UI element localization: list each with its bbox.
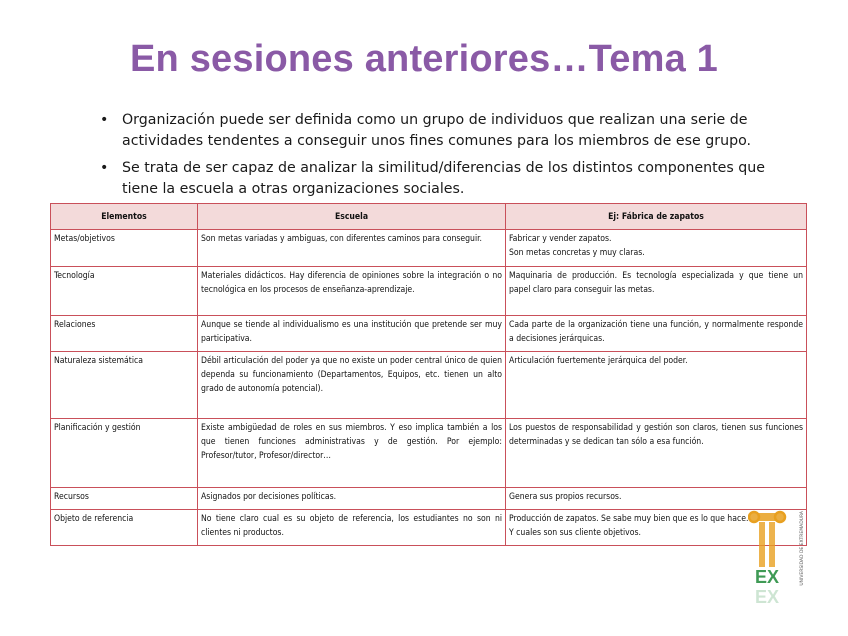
svg-text:EX: EX	[754, 587, 780, 607]
cell-fabrica-line: Son metas concretas y muy claras.	[509, 248, 645, 258]
cell-fabrica-line: Fabricar y vender zapatos.	[509, 234, 612, 244]
table-header-row	[51, 204, 807, 230]
table-row	[51, 316, 807, 352]
university-logo	[748, 507, 812, 612]
bullet-item	[100, 110, 800, 152]
cell-fabrica: Los puestos de responsabilidad y gestión son claros, tienen sus funciones determinadas y se dedican tan sólo a esa función.	[506, 419, 807, 488]
cell-escuela: Asignados por decisiones políticas.	[198, 488, 506, 510]
cell-elemento: Metas/objetivos	[51, 230, 198, 267]
cell-elemento: Objeto de referencia	[51, 510, 198, 546]
slide-title: En sesiones anteriores…Tema 1	[129, 38, 718, 80]
table-row	[51, 267, 807, 316]
cell-escuela: Materiales didácticos. Hay diferencia de opiniones sobre la integración o no tecnológica en los procesos de enseñanza-aprendizaje.	[198, 267, 506, 316]
cell-elemento: Recursos	[51, 488, 198, 510]
bullet-item	[100, 158, 800, 200]
header-elementos: Elementos	[51, 204, 198, 230]
cell-fabrica-line: Y cuales son sus cliente objetivos.	[509, 528, 641, 538]
cell-escuela: Existe ambigüedad de roles en sus miembros. Y eso implica también a los que tienen funciones administrativas y de gestión. Por ejemplo: Profesor/tutor, Profesor/director…	[198, 419, 506, 488]
cell-fabrica-line: Producción de zapatos. Se sabe muy bien que es lo que hace.	[509, 514, 749, 524]
table-row	[51, 419, 807, 488]
bullet-dot-icon: •	[100, 112, 109, 128]
cell-escuela: Son metas variadas y ambiguas, con diferentes caminos para conseguir.	[198, 230, 506, 267]
cell-escuela: No tiene claro cual es su objeto de referencia, los estudiantes no son ni clientes ni productos.	[198, 510, 506, 546]
table-row	[51, 488, 807, 510]
cell-escuela: Aunque se tiende al individualismo es una institución que pretende ser muy participativa.	[198, 316, 506, 352]
uex-logo-icon	[748, 507, 800, 612]
comparison-table	[50, 203, 807, 546]
table-row	[51, 230, 807, 267]
header-escuela: Escuela	[198, 204, 506, 230]
bullet-text: Se trata de ser capaz de analizar la similitud/diferencias de los distintos componentes que tiene la escuela a otras organizaciones sociales.	[122, 160, 766, 197]
svg-text:EX: EX	[754, 567, 780, 587]
table-row	[51, 352, 807, 419]
cell-fabrica	[506, 230, 807, 267]
cell-fabrica: Articulación fuertemente jerárquica del poder.	[506, 352, 807, 419]
cell-fabrica: Genera sus propios recursos.	[506, 488, 807, 510]
cell-elemento: Relaciones	[51, 316, 198, 352]
logo-caption: UNIVERSIDAD DE EXTREMADURA	[800, 511, 805, 586]
cell-fabrica: Maquinaria de producción. Es tecnología especializada y que tiene un papel claro para conseguir las metas.	[506, 267, 807, 316]
bullet-dot-icon: •	[100, 160, 109, 176]
table-row	[51, 510, 807, 546]
bullet-list	[100, 110, 800, 206]
cell-elemento: Naturaleza sistemática	[51, 352, 198, 419]
header-fabrica: Ej: Fábrica de zapatos	[506, 204, 807, 230]
bullet-text: Organización puede ser definida como un grupo de individuos que realizan una serie de actividades tendentes a conseguir unos fines comunes para los miembros de ese grupo.	[122, 112, 752, 149]
cell-elemento: Planificación y gestión	[51, 419, 198, 488]
cell-elemento: Tecnología	[51, 267, 198, 316]
cell-escuela: Débil articulación del poder ya que no existe un poder central único de quien dependa su funcionamiento (Departamentos, Equipos, etc. tienen un alto grado de autonomía potencial).	[198, 352, 506, 419]
cell-fabrica: Cada parte de la organización tiene una función, y normalmente responde a decisiones jerárquicas.	[506, 316, 807, 352]
